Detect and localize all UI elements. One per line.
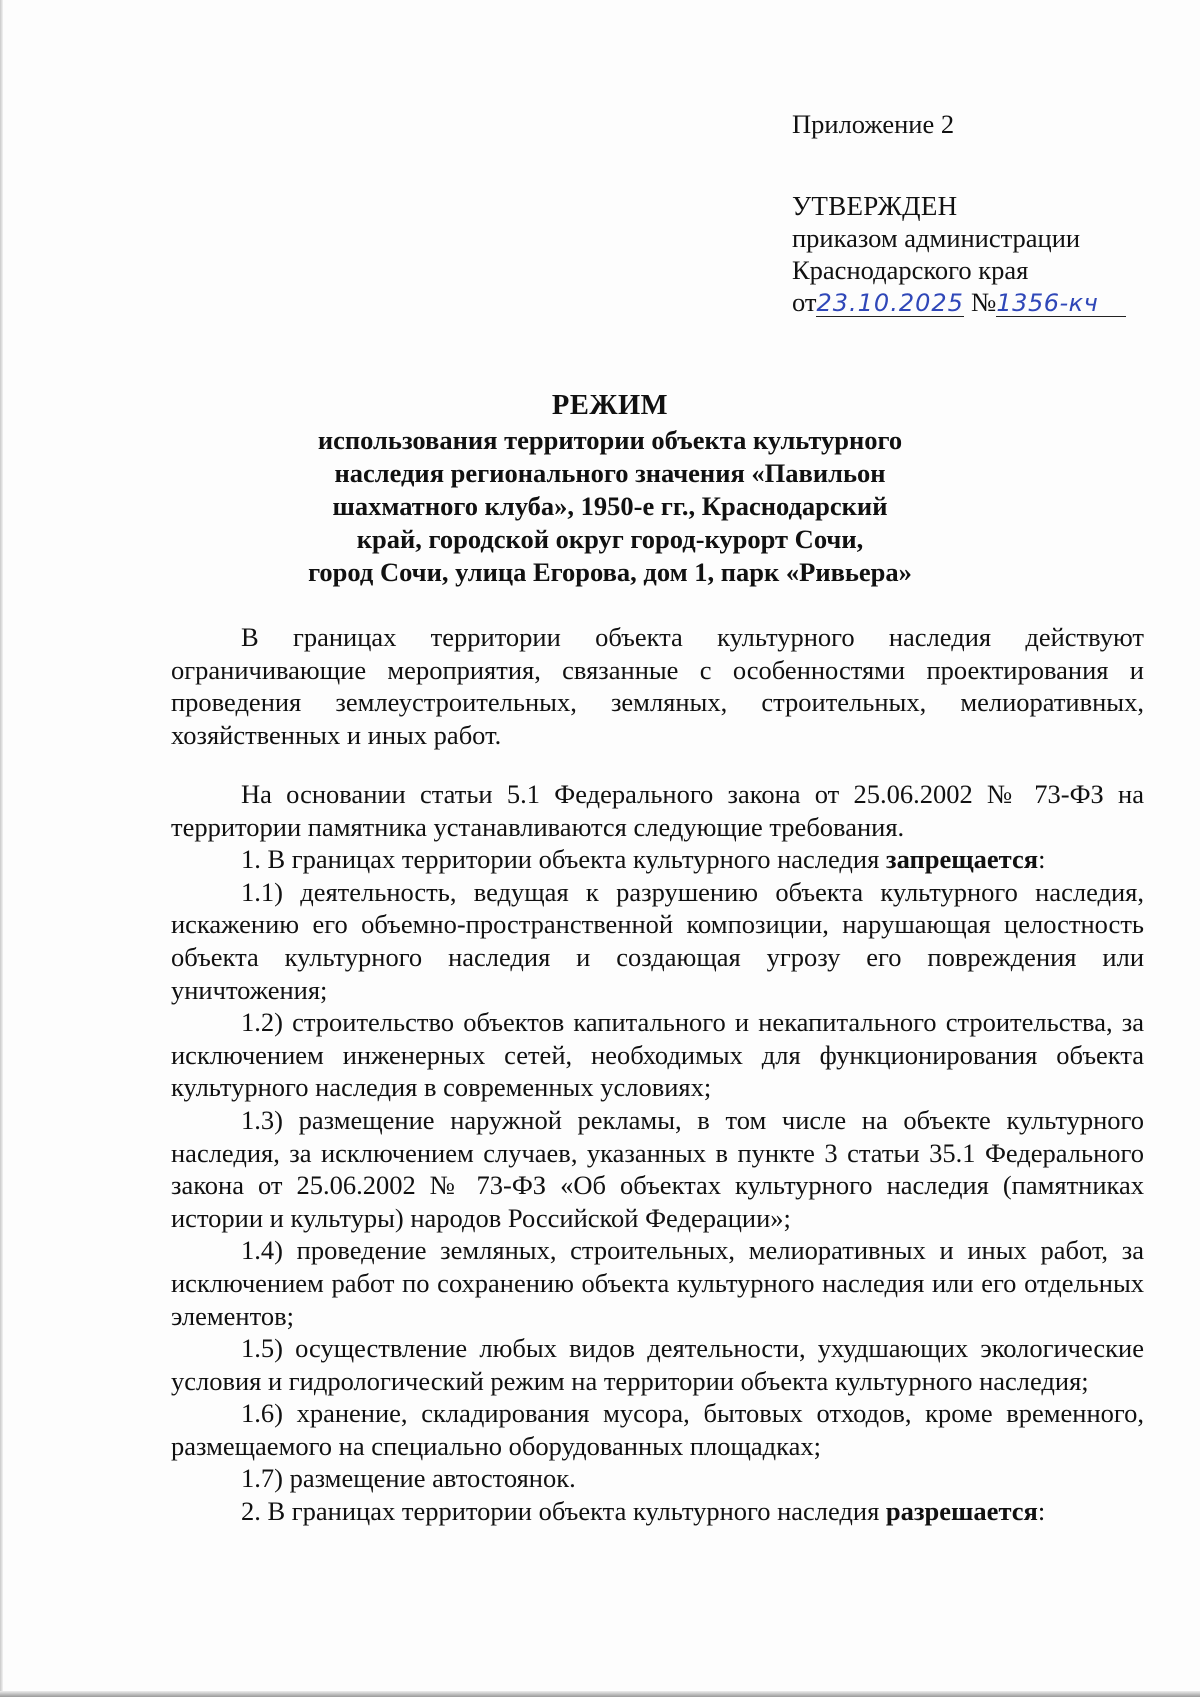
list-item: 1.4) проведение земляных, строительных, мелиоративных и иных работ, за исключением работ по сохранению объекта культурного наследия или его отдельных элементов; <box>171 1235 1144 1331</box>
list-item: 1.7) размещение автостоянок. <box>241 1463 576 1494</box>
date-prefix: от <box>792 287 817 317</box>
handwritten-number: 1356-кч <box>996 290 1126 317</box>
title-sub-line: край, городской округ город-курорт Сочи, <box>356 524 864 554</box>
section-2-emphasis: разрешается <box>885 1496 1038 1527</box>
title-main: РЕЖИМ <box>551 390 669 421</box>
appendix-label: Приложение 2 <box>792 109 955 139</box>
basis-paragraph: На основании статьи 5.1 Федерального закона от 25.06.2002 № 73-ФЗ на территории памятника устанавливаются следующие требования. <box>171 779 1144 842</box>
list-item: 1.2) строительство объектов капитального и некапитального строительства, за исключением инженерных сетей, необходимых для функционирования объекта культурного наследия в современных условиях; <box>171 1007 1144 1103</box>
section-2-lead: 2. В границах территории объекта культурного наследия <box>241 1496 886 1527</box>
list-item: 1.6) хранение, складирования мусора, бытовых отходов, кроме временного, размещаемого на специально оборудованных площадках; <box>171 1398 1144 1461</box>
approval-line-2: Краснодарского края <box>792 255 1029 285</box>
list-item: 1.1) деятельность, ведущая к разрушению объекта культурного наследия, искажению его объемно-пространственной композиции, нарушающая целостность объекта культурного наследия и создающая угрозу его повреждения или уничтожения; <box>171 876 1144 1005</box>
intro-paragraph: В границах территории объекта культурного наследия действуют ограничивающие мероприятия, связанные с особенностями проектирования и проведения землеустроительных, земляных, строительных, мелиоративных, хозяйственных и иных работ. <box>171 622 1144 750</box>
section-1-lead: 1. В границах территории объекта культурного наследия <box>241 844 886 875</box>
scan-edge-bottom <box>0 1691 1200 1697</box>
title-sub-line: город Сочи, улица Егорова, дом 1, парк «Ривьера» <box>308 557 912 587</box>
requirements-section <box>171 778 1144 1528</box>
document-title <box>170 388 1050 589</box>
number-prefix: № <box>971 287 997 317</box>
section-1-tail: : <box>1038 844 1046 875</box>
section-1-heading <box>171 843 1144 876</box>
section-2-heading <box>171 1495 1144 1528</box>
section-2-tail: : <box>1037 1496 1046 1527</box>
approval-date-line <box>792 286 1126 318</box>
approval-line-1: приказом администрации <box>792 223 1081 253</box>
approval-block <box>792 108 1126 318</box>
section-1-emphasis: запрещается <box>885 844 1039 875</box>
approved-label: УТВЕРЖДЕН <box>792 191 958 221</box>
intro-section <box>171 621 1144 751</box>
list-item: 1.3) размещение наружной рекламы, в том числе на объекте культурного наследия, за исключением случаев, указанных в пункте 3 статьи 35.1 Федерального закона от 25.06.2002 № 73-ФЗ «Об объектах культурного наследия (памятниках истории и культуры) народов Российской Федерации»; <box>171 1104 1144 1233</box>
scan-edge-left <box>0 0 3 1697</box>
title-sub-line: шахматного клуба», 1950-е гг., Краснодарский <box>332 491 888 521</box>
title-sub-line: использования территории объекта культурного <box>317 425 903 455</box>
handwritten-date: 23.10.2025 <box>816 289 964 317</box>
list-item: 1.5) осуществление любых видов деятельности, ухудшающих экологические условия и гидрологический режим на территории объекта культурного наследия; <box>171 1333 1144 1396</box>
title-sub-line: наследия регионального значения «Павильон <box>334 458 886 488</box>
